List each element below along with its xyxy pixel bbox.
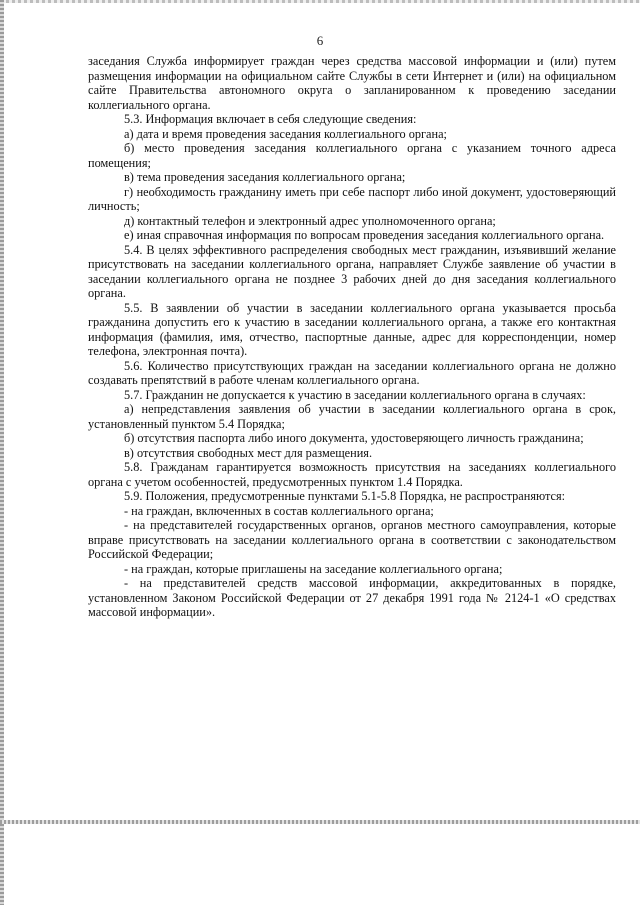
list-item-b: б) место проведения заседания коллегиального органа с указанием точного адреса помещения; (88, 141, 616, 170)
document-body (88, 54, 616, 620)
list-item-v: в) отсутствия свободных мест для размещения. (124, 445, 373, 460)
list-item-d: д) контактный телефон и электронный адрес уполномоченного органа; (124, 213, 496, 228)
list-item-e: е) иная справочная информация по вопросам проведения заседания коллегиального органа. (124, 228, 605, 242)
paragraph-5-8: 5.8. Гражданам гарантируется возможность присутствия на заседаниях коллегиального органа с учетом особенностей, предусмотренных пунктом 1.4 Порядка. (88, 460, 616, 489)
scan-edge-top (0, 0, 640, 3)
scan-edge-bottom (0, 820, 640, 824)
paragraph-5-4: 5.4. В целях эффективного распределения свободных мест гражданин, изъявивший желание присутствовать на заседании коллегиального органа, направляет Службе заявление об участии в заседании коллегиального органа не позднее 3 рабочих дней до дня заседания коллегиального органа. (88, 242, 616, 300)
paragraph-5-3: 5.3. Информация включает в себя следующие сведения: (124, 112, 417, 126)
list-item-b: б) отсутствия паспорта либо иного документа, удостоверяющего личность гражданина; (124, 431, 584, 445)
paragraph-5-6: 5.6. Количество присутствующих граждан на заседании коллегиального органа не должно создавать препятствий в работе членам коллегиального органа. (88, 358, 616, 387)
dash-item: - на представителей средств массовой информации, аккредитованных в порядке, установленном Законом Российской Федерации от 27 декабря 1991 года № 2124-1 «О средствах массовой информации». (88, 576, 616, 619)
paragraph-5-9: 5.9. Положения, предусмотренные пунктами 5.1-5.8 Порядка, не распространяются: (124, 489, 566, 503)
page-number: 6 (316, 33, 324, 48)
paragraph-5-5: 5.5. В заявлении об участии в заседании коллегиального органа указывается просьба гражданина допустить его к участию в заседании коллегиального органа, а также его контактная информация (фамилия, имя, отчество, паспортные данные, адрес для корреспонденции, номер телефона, электронная почта). (88, 300, 616, 358)
dash-item: - на представителей государственных органов, органов местного самоуправления, которые вправе присутствовать на заседании коллегиального органа в соответствии с законодательством Российской Федерации; (88, 518, 616, 561)
list-item-g: г) необходимость гражданину иметь при себе паспорт либо иной документ, удостоверяющий личность; (88, 184, 616, 213)
paragraph-5-7: 5.7. Гражданин не допускается к участию в заседании коллегиального органа в случаях: (124, 387, 586, 402)
list-item-v: в) тема проведения заседания коллегиального органа; (124, 170, 406, 184)
list-item-a: а) дата и время проведения заседания коллегиального органа; (124, 126, 447, 141)
dash-item: - на граждан, включенных в состав коллегиального органа; (124, 503, 434, 518)
dash-item: - на граждан, которые приглашены на заседание коллегиального органа; (124, 561, 503, 576)
list-item-a: а) непредставления заявления об участии в заседании коллегиального органа в срок, установленный пунктом 5.4 Порядка; (88, 402, 616, 431)
scan-edge-left (0, 0, 4, 905)
paragraph-continuation: заседания Служба информирует граждан через средства массовой информации и (или) путем размещения информации на официальном сайте Службы в сети Интернет и (или) на официальном сайте Правительства автономного округа о запланированном к проведению заседании коллегиального органа. (88, 54, 616, 112)
